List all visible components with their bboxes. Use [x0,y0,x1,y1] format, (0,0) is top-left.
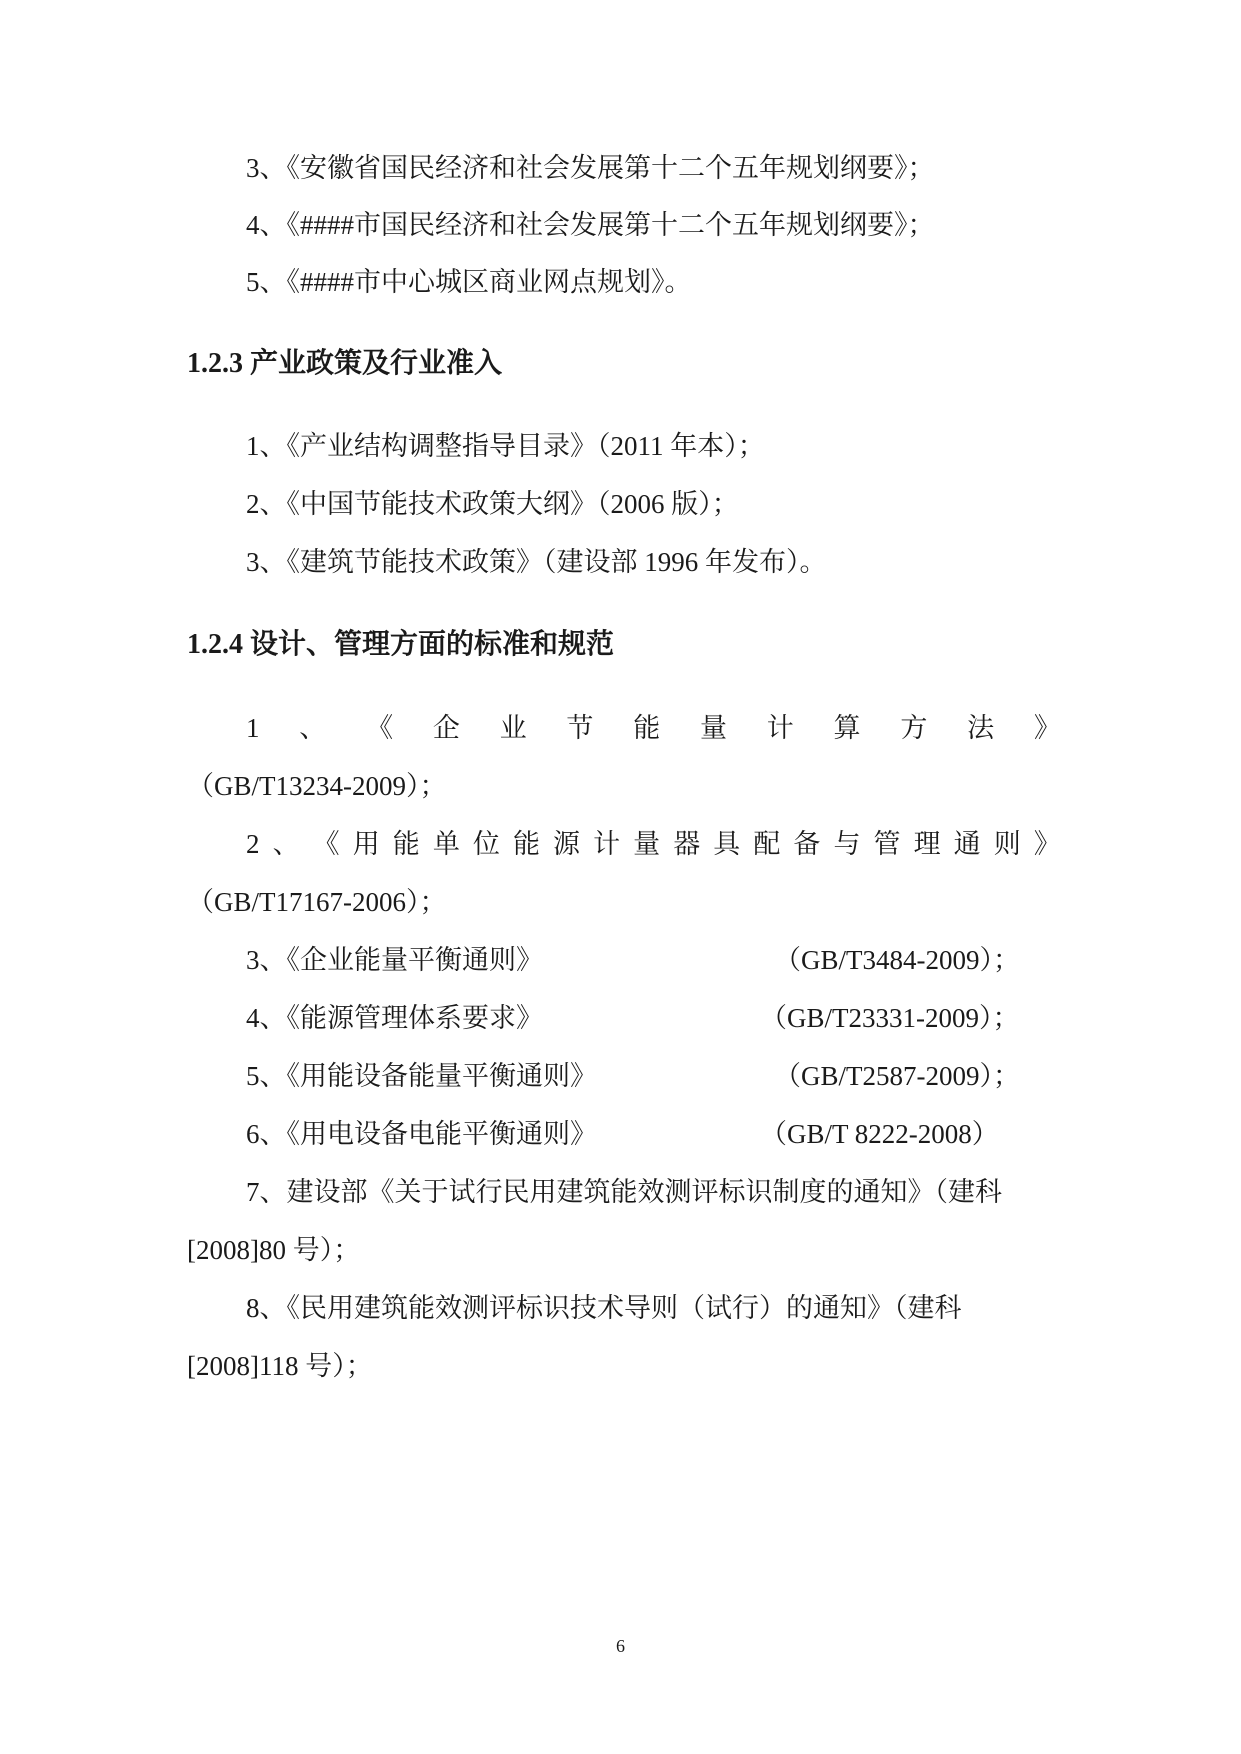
char: 能 [512,829,540,859]
char: 计 [593,829,621,859]
char: 位 [472,829,500,859]
char: 器 [673,829,701,859]
char: 管 [873,829,901,859]
standard-item-4-code: （GB/T23331-2009）； [760,1003,1020,1033]
char: 则 [993,829,1021,859]
planning-item-4: 4、《####市国民经济和社会发展第十二个五年规划纲要》； [246,210,935,240]
planning-item-5: 5、《####市中心城区商业网点规划》。 [246,267,692,297]
char: 配 [753,829,781,859]
policy-item-1: 1、《产业结构调整指导目录》（2011 年本）； [246,431,765,461]
char: 、 [272,829,300,859]
char: 具 [713,829,741,859]
char: 》 [1033,713,1061,743]
char: 、 [299,713,327,743]
char: 《 [366,713,394,743]
char: 用 [352,829,380,859]
char: 备 [793,829,821,859]
standard-item-7-line1: 7、建设部《关于试行民用建筑能效测评标识制度的通知》（建科 [246,1177,1002,1207]
standard-item-5-code: （GB/T2587-2009）； [774,1061,1020,1091]
char: 1 [246,713,260,743]
char: 单 [432,829,460,859]
char: 量 [699,713,727,743]
standard-item-3-name: 3、《企业能量平衡通则》 [246,945,543,975]
standard-item-1-code: （GB/T13234-2009）； [187,771,447,801]
standard-item-5-name: 5、《用能设备能量平衡通则》 [246,1061,597,1091]
standard-item-7-line2: [2008]80 号）； [187,1235,361,1265]
char: 源 [553,829,580,859]
standard-item-6-name: 6、《用电设备电能平衡通则》 [246,1119,597,1149]
char: 企 [432,713,460,743]
page-number: 6 [616,1636,625,1656]
policy-item-2: 2、《中国节能技术政策大纲》（2006 版）； [246,489,739,519]
standard-item-2-code: （GB/T17167-2006）； [187,887,447,917]
standard-item-1-title [246,710,1061,746]
char: 2 [246,829,260,859]
char: 能 [392,829,420,859]
char: 量 [633,829,661,859]
char: 业 [499,713,527,743]
char: 法 [967,713,995,743]
char: 计 [766,713,794,743]
standard-item-8-line1: 8、《民用建筑能效测评标识技术导则（试行）的通知》（建科 [246,1293,962,1323]
standard-item-8-line2: [2008]118 号）； [187,1351,373,1381]
char: 方 [900,713,928,743]
char: 能 [633,713,661,743]
section-heading-1-2-3: 1.2.3 产业政策及行业准入 [187,348,503,379]
standard-item-4-name: 4、《能源管理体系要求》 [246,1003,543,1033]
char: 算 [833,713,861,743]
char: 》 [1033,829,1061,859]
planning-item-3: 3、《安徽省国民经济和社会发展第十二个五年规划纲要》； [246,153,935,183]
standard-item-2-title [246,826,1061,862]
char: 通 [953,829,981,859]
standard-item-3-code: （GB/T3484-2009）； [774,945,1020,975]
section-heading-1-2-4: 1.2.4 设计、管理方面的标准和规范 [187,629,615,660]
char: 节 [566,713,594,743]
standard-item-6-code: （GB/T 8222-2008） [760,1119,999,1149]
policy-item-3: 3、《建筑节能技术政策》（建设部 1996 年发布）。 [246,547,827,577]
char: 《 [312,829,340,859]
char: 与 [833,829,861,859]
char: 理 [913,829,941,859]
